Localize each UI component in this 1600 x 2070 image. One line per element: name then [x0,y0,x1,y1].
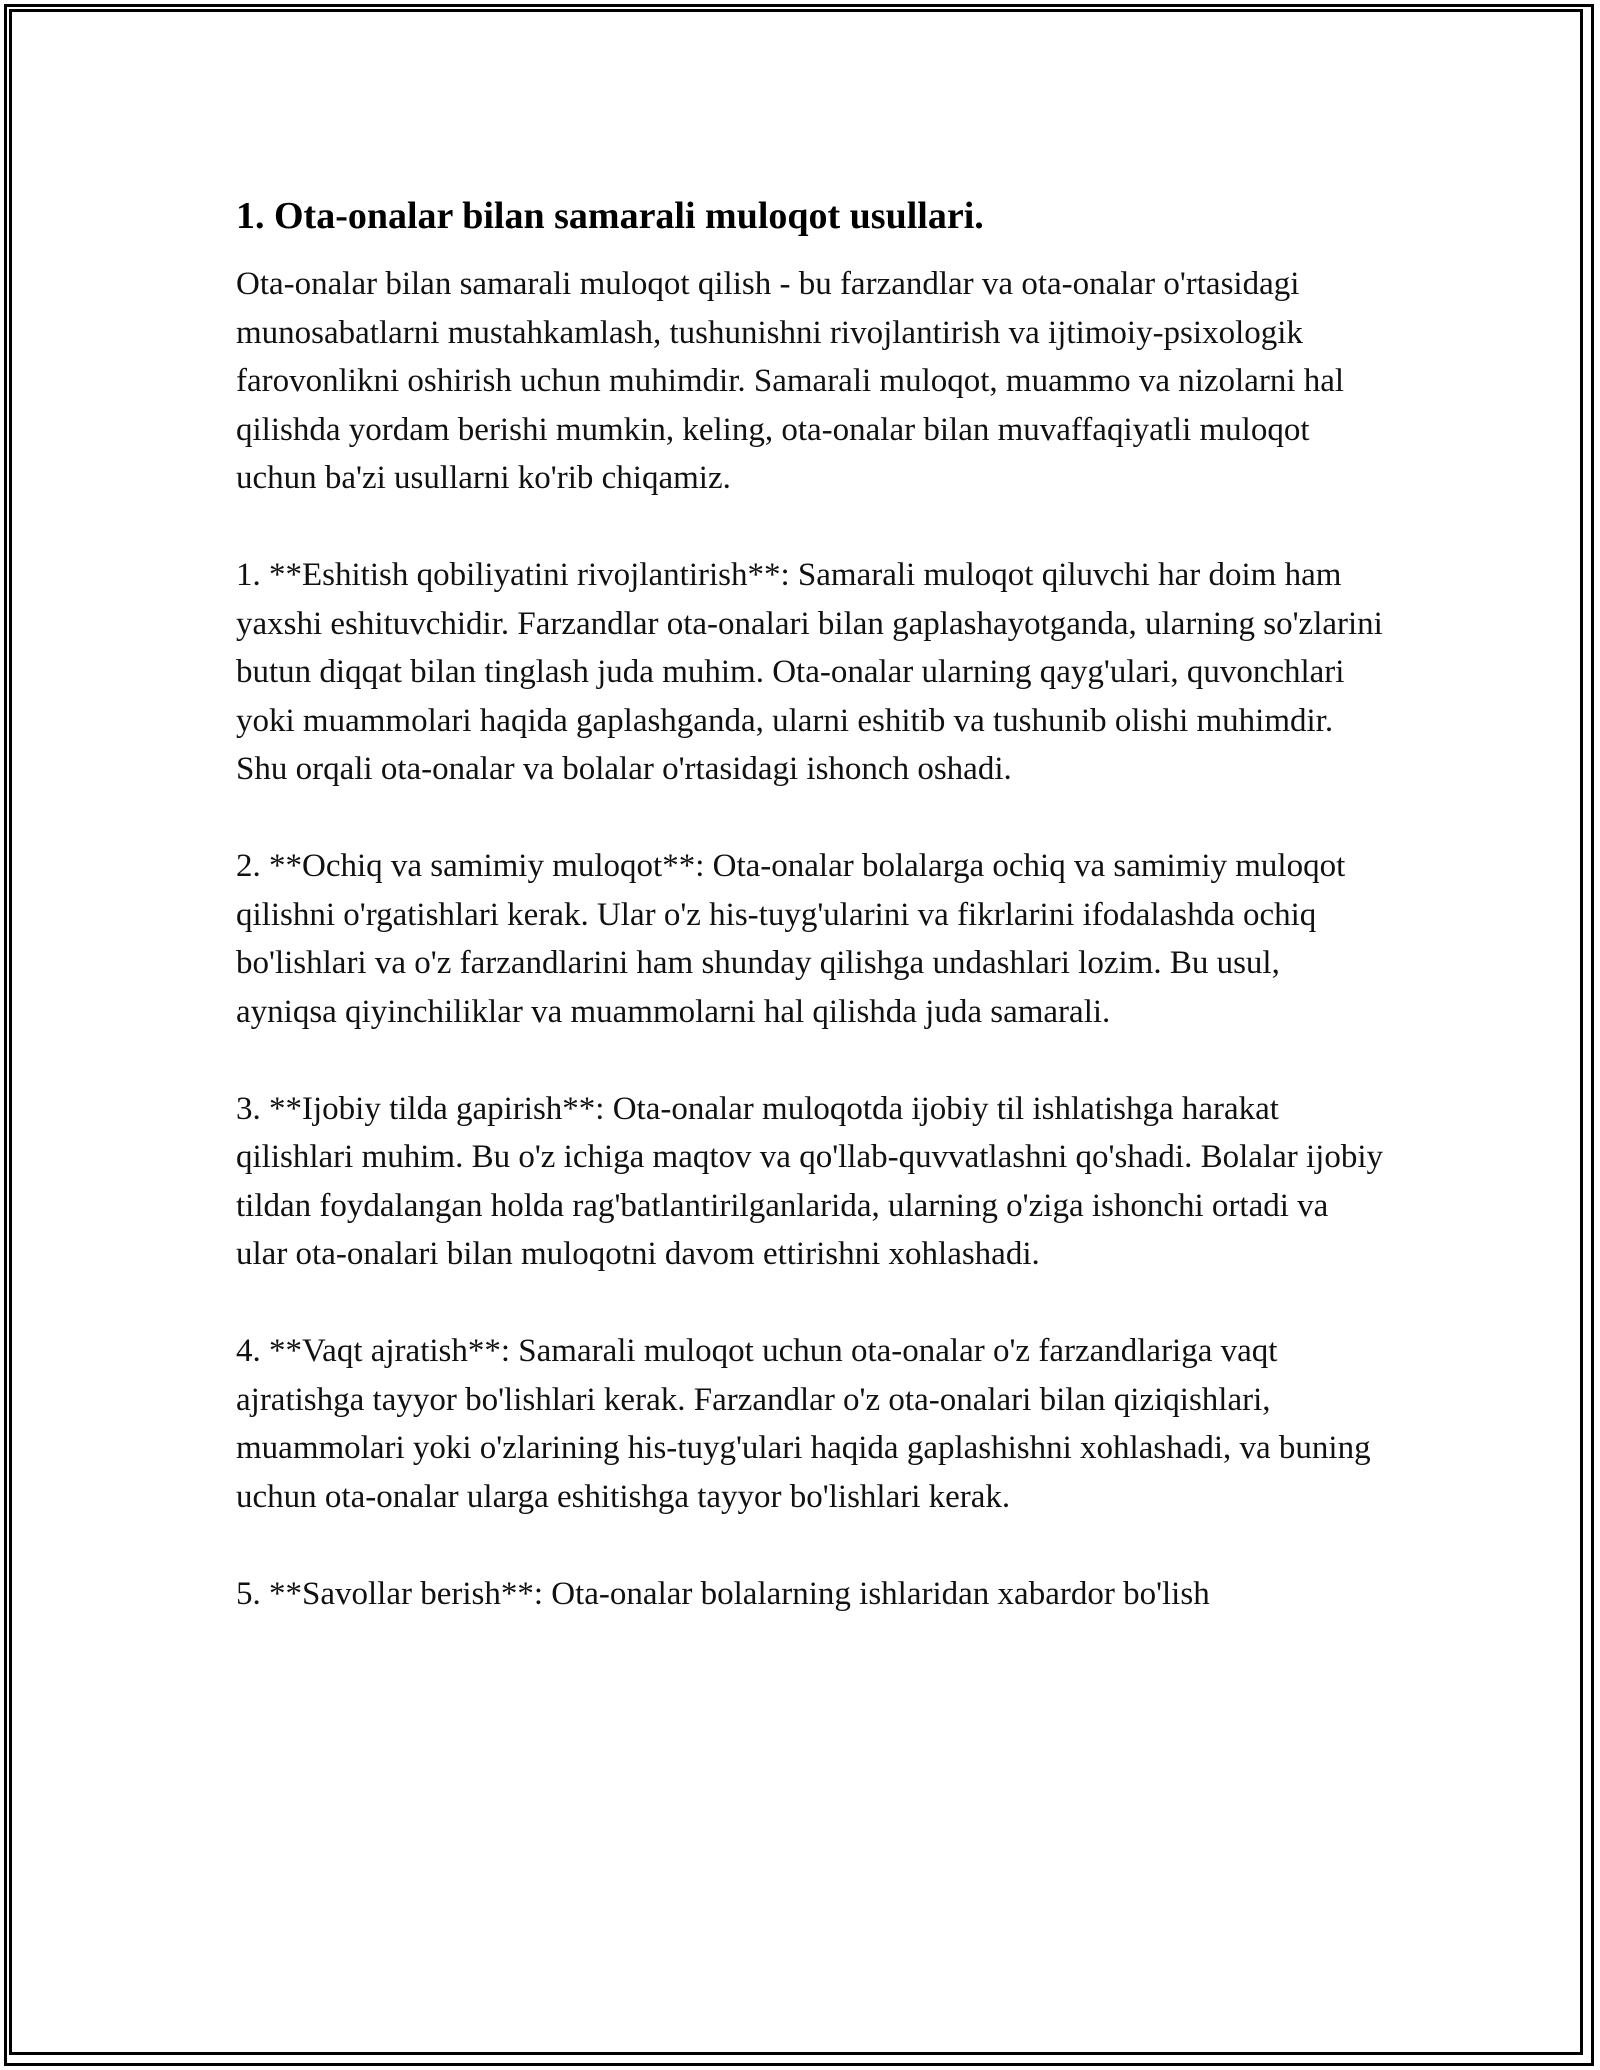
document-title: 1. Ota-onalar bilan samarali muloqot usullari. [236,195,984,237]
paragraph-time: 4. **Vaqt ajratish**: Samarali muloqot uchun ota-onalar o'z farzandlariga vaqt ajratishga tayyor bo'lishlari kerak. Farzandlar o'z ota-onalari bilan qiziqishlari, muammolari yoki o'zlarining his-tuyg'ulari haqida gaplashishni xohlashadi, va buning uchun ota-onalar ularga eshitishga tayyor bo'lishlari kerak. [236,1333,1371,1515]
intro-paragraph: Ota-onalar bilan samarali muloqot qilish - bu farzandlar va ota-onalar o'rtasidagi munosabatlarni mustahkamlash, tushunishni rivojlantirish va ijtimoiy-psixologik farovonlikni oshirish uchun muhimdir. Samarali muloqot, muammo va nizolarni hal qilishda yordam berishi mumkin, keling, ota-onalar bilan muvaffaqiyatli muloqot uchun ba'zi usullarni ko'rib chiqamiz. [236,266,1345,496]
document-body [236,190,1386,1618]
paragraph-questions: 5. **Savollar berish**: Ota-onalar bolalarning ishlaridan xabardor bo'lish [236,1575,1210,1612]
paragraph-listening: 1. **Eshitish qobiliyatini rivojlantirish**: Samarali muloqot qiluvchi har doim ham yaxshi eshituvchidir. Farzandlar ota-onalari bilan gaplashayotganda, ularning so'zlarini butun diqqat bilan tinglash juda muhim. Ota-onalar ularning qayg'ulari, quvonchlari yoki muammolari haqida gaplashganda, ularni eshitib va tushunib olishi muhimdir. Shu orqali ota-onalar va bolalar o'rtasidagi ishonch oshadi. [236,557,1383,787]
paragraph-open-communication: 2. **Ochiq va samimiy muloqot**: Ota-onalar bolalarga ochiq va samimiy muloqot qilishni o'rgatishlari kerak. Ular o'z his-tuyg'ularini va fikrlarini ifodalashda ochiq bo'lishlari va o'z farzandlarini ham shunday qilishga undashlari lozim. Bu usul, ayniqsa qiyinchiliklar va muammolarni hal qilishda juda samarali. [236,848,1346,1030]
paragraph-positive-language: 3. **Ijobiy tilda gapirish**: Ota-onalar muloqotda ijobiy til ishlatishga harakat qilishlari muhim. Bu o'z ichiga maqtov va qo'llab-quvvatlashni qo'shadi. Bolalar ijobiy tildan foydalangan holda rag'batlantirilganlarida, ularning o'ziga ishonchi ortadi va ular ota-onalari bilan muloqotni davom ettirishni xohlashadi. [236,1090,1383,1272]
